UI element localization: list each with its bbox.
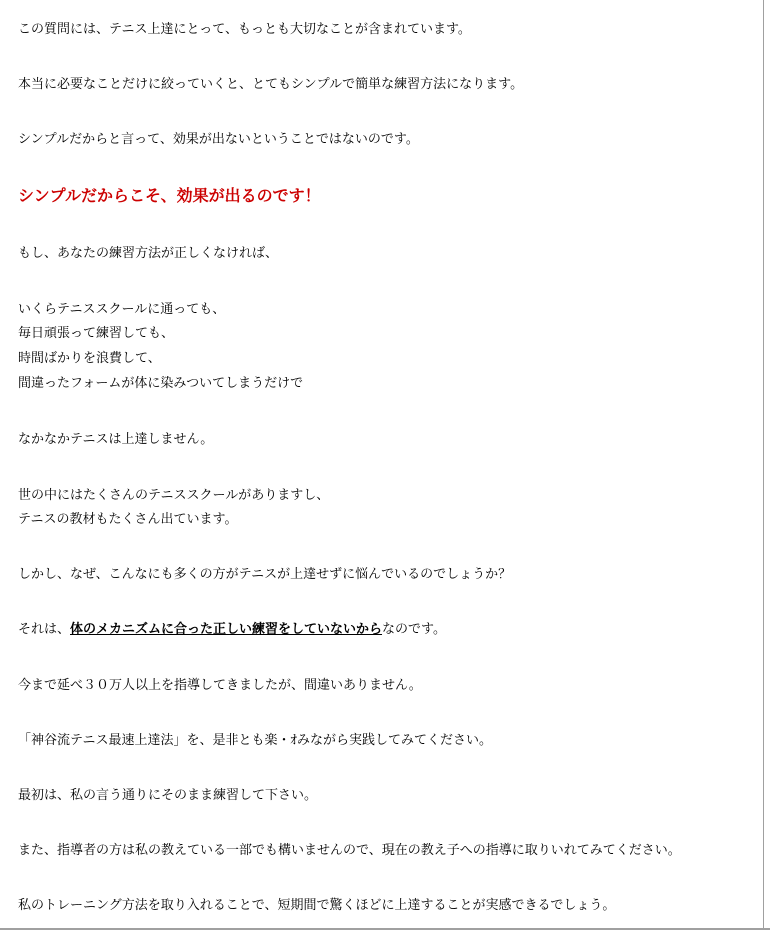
paragraph-coaches: また、指導者の方は私の教えている一部でも構いませんので、現在の教え子への指導に取りいれてみてください。	[18, 843, 681, 858]
paragraph-simple-method: 本当に必要なことだけに絞っていくと、とてもシンプルで簡単な練習方法になります。	[18, 77, 524, 92]
paragraph-reason	[18, 622, 446, 638]
paragraph-first-step: 最初は、私の言う通りにそのまま練習して下さい。	[18, 788, 318, 803]
paragraph-not-ineffective: シンプルだからと言って、効果が出ないということではないのです。	[18, 132, 419, 147]
paragraph-many-schools: 世の中にはたくさんのテニススクールがありますし、	[18, 488, 330, 503]
paragraph-no-improvement: なかなかテニスは上達しません。	[18, 432, 214, 447]
reason-prefix: それは、	[18, 622, 71, 637]
list-line-wrong-form: 間違ったフォームが体に染みついてしまうだけで	[18, 376, 304, 391]
list-line-school: いくらテニススクールに通っても、	[18, 302, 226, 317]
paragraph-question: しかし、なぜ、こんなにも多くの方がテニスが上達せずに悩んでいるのでしょうか？	[18, 567, 512, 582]
list-line-practice: 毎日頑張って練習しても、	[18, 326, 175, 341]
paragraph-method-name: 「神谷流テニス最速上達法」を、是非とも楽・ｵみながら実践してみてください。	[18, 733, 492, 748]
headline-red: シンプルだからこそ、効果が出るのです！	[18, 186, 321, 205]
paragraph-intro: この質問には、テニス上達にとって、もっとも大切なことが含まれています。	[18, 22, 471, 37]
paragraph-if-wrong: もし、あなたの練習方法が正しくなければ、	[18, 246, 279, 261]
paragraph-many-materials: テニスの教材もたくさん出ています。	[18, 512, 238, 527]
right-border-divider	[763, 0, 764, 930]
list-line-waste-time: 時間ばかりを浪費して、	[18, 351, 161, 366]
reason-emphasis: 体のメカニズムに合った正しい練習をしていないから	[70, 622, 383, 637]
paragraph-training-result: 私のトレーニング方法を取り入れることで、短期間で驚くほどに上達することが実感できるでしょう。	[18, 898, 616, 913]
paragraph-experience: 今まで延べ３０万人以上を指導してきましたが、間違いありません。	[18, 678, 422, 693]
reason-suffix: なのです。	[382, 622, 446, 637]
